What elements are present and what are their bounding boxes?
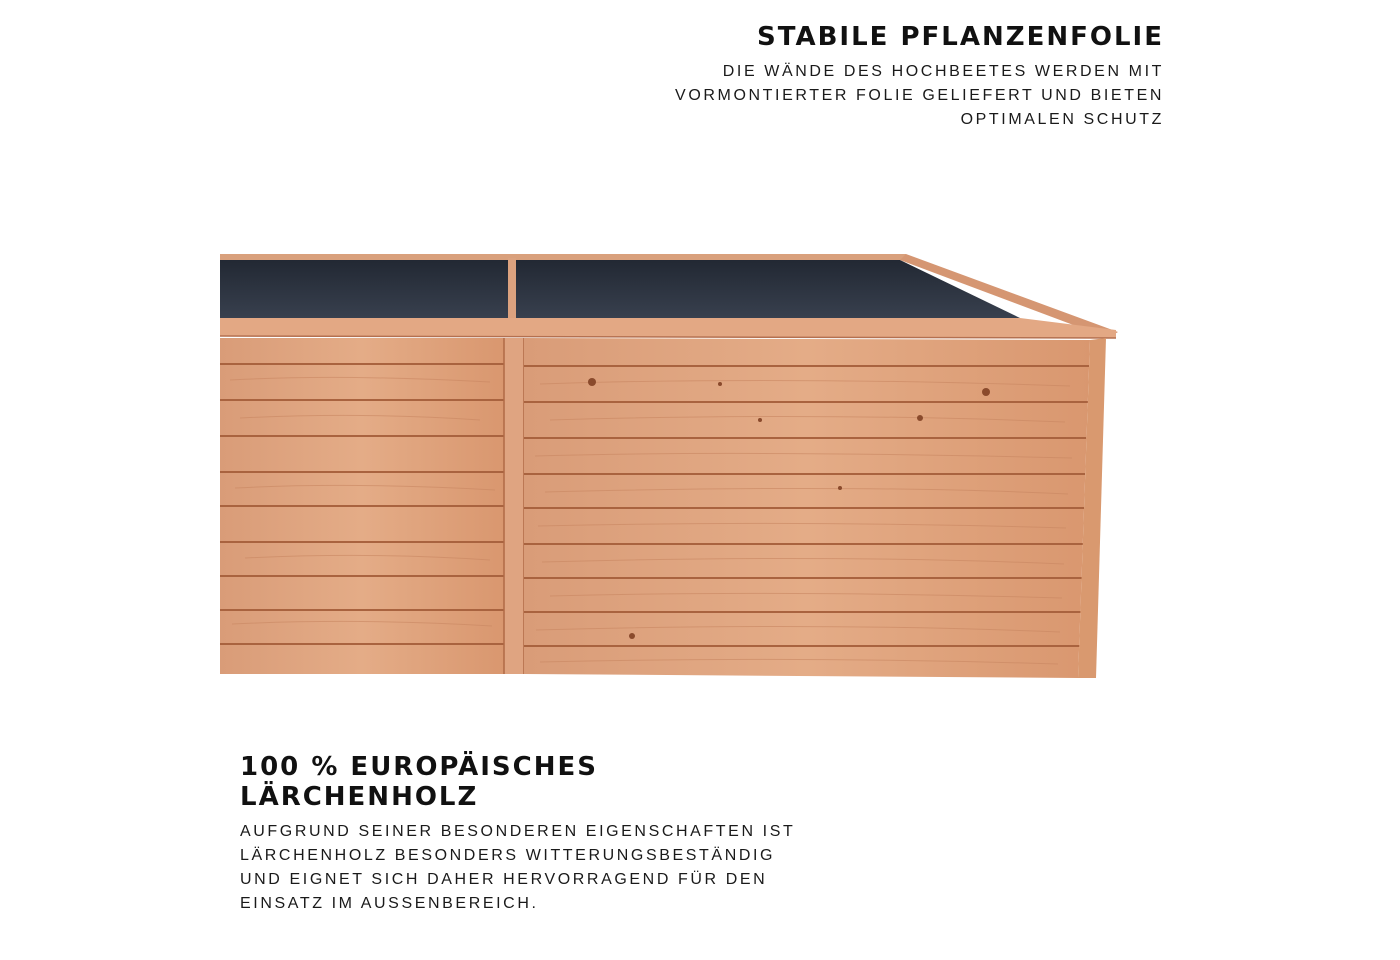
feature-larch-line: LÄRCHENHOLZ BESONDERS WITTERUNGSBESTÄNDIG (240, 847, 776, 864)
feature-liner-line: OPTIMALEN SCHUTZ (960, 111, 1164, 128)
feature-larch-line: EINSATZ IM AUSSENBEREICH. (240, 895, 539, 912)
feature-liner-text (644, 60, 1164, 132)
right-wall (524, 338, 1090, 678)
feature-larch-heading-line: 100 % EUROPÄISCHES (240, 752, 598, 782)
feature-liner (644, 22, 1164, 132)
feature-larch-heading-line: LÄRCHENHOLZ (240, 782, 479, 812)
feature-liner-line: DIE WÄNDE DES HOCHBEETES WERDEN MIT (722, 63, 1164, 80)
raised-bed-photo (220, 252, 1120, 680)
feature-liner-heading: STABILE PFLANZENFOLIE (757, 22, 1164, 52)
left-wall (220, 338, 504, 674)
feature-larch-text (240, 820, 800, 916)
feature-larch-wood (240, 752, 800, 916)
feature-larch-line: UND EIGNET SICH DAHER HERVORRAGEND FÜR DEN (240, 871, 768, 888)
pond-liner (220, 260, 1020, 318)
feature-larch-heading (240, 752, 800, 812)
corner-post (504, 338, 524, 674)
feature-liner-line: VORMONTIERTER FOLIE GELIEFERT UND BIETEN (675, 87, 1164, 104)
feature-larch-line: AUFGRUND SEINER BESONDEREN EIGENSCHAFTEN IST (240, 823, 796, 840)
